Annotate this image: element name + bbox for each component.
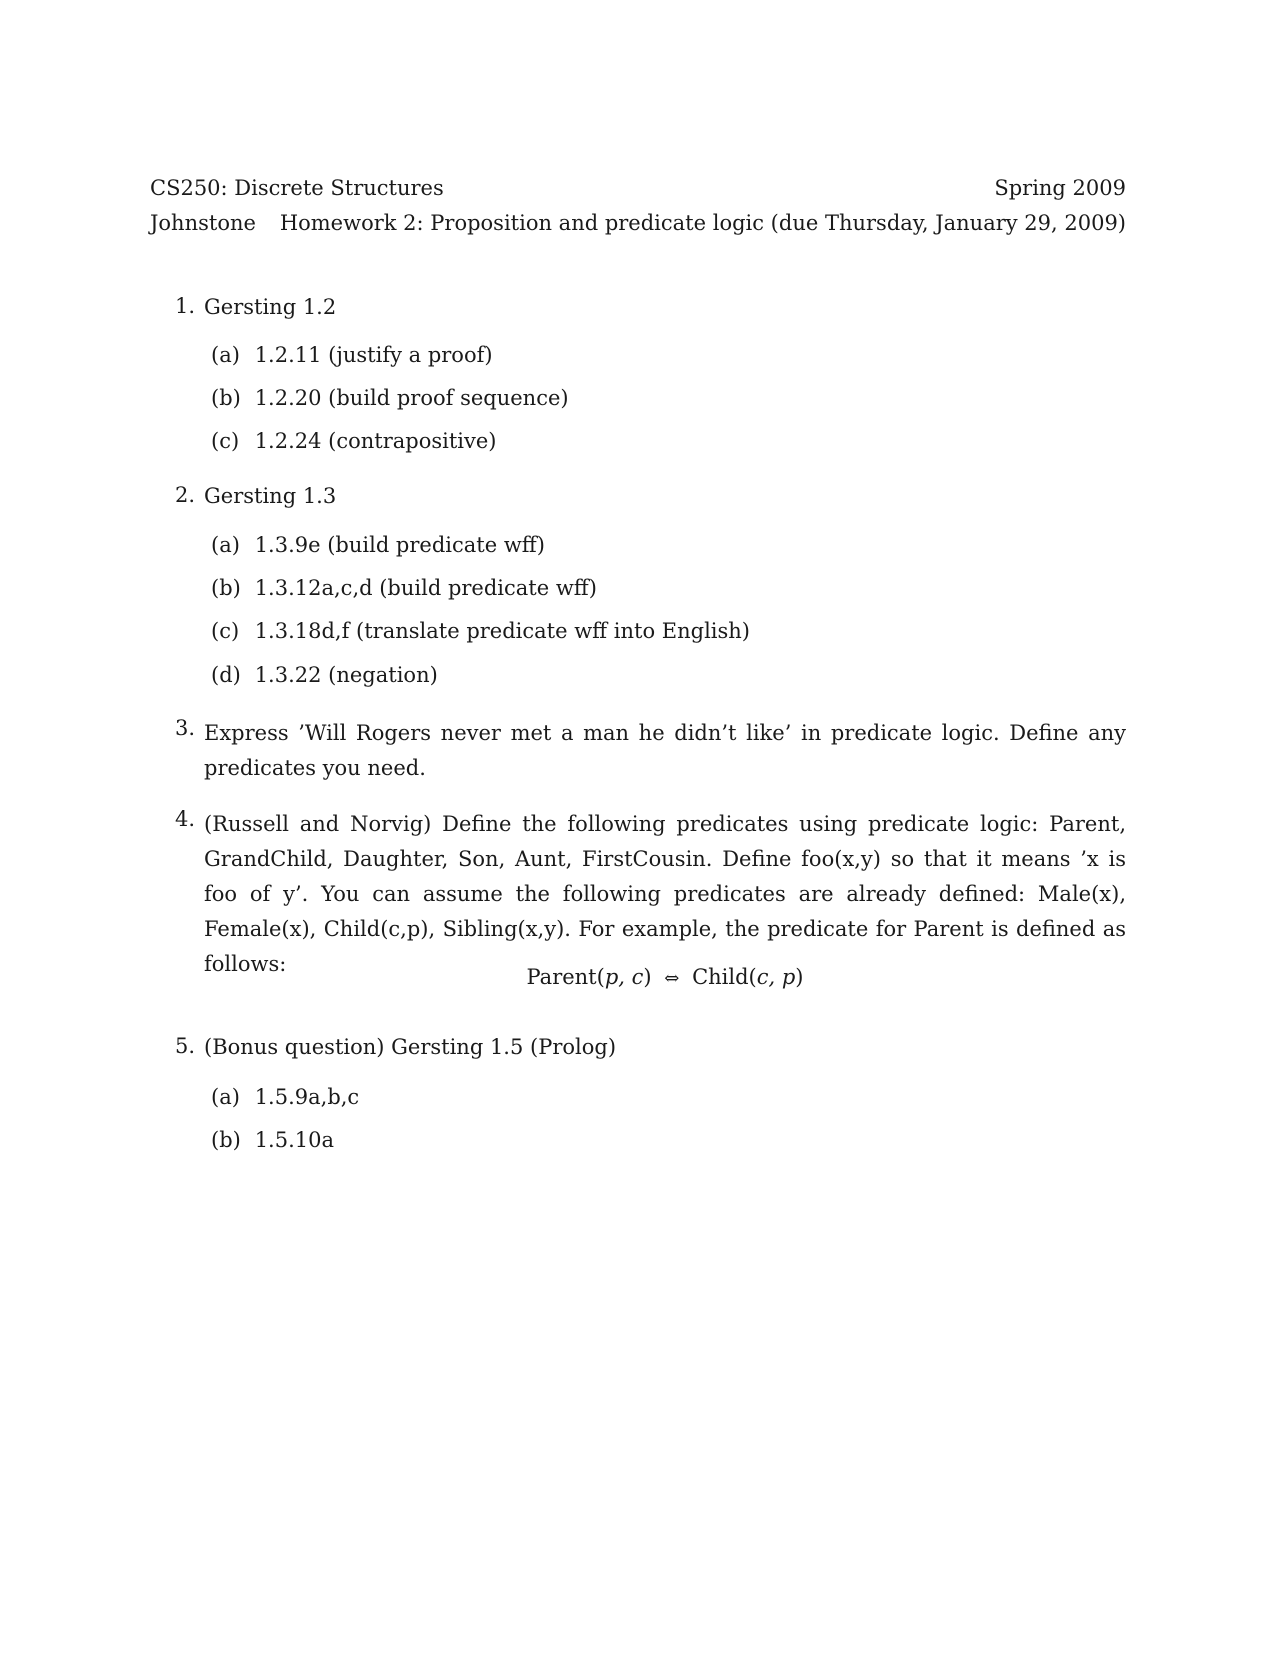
question-1 xyxy=(175,294,1126,320)
subquestion-text: 1.2.20 (build proof sequence) xyxy=(254,386,569,410)
subquestion-5b xyxy=(211,1128,334,1152)
formula-rhs-name: Child( xyxy=(692,965,757,989)
parent-formula xyxy=(0,965,1280,989)
question-text: (Russell and Norvig) Define the following predicates using predicate logic: Parent, GrandChild, Daughter, Son, Aunt, FirstCousin. Define foo(x,y) so that it means ’x is foo of y’. You can assume the following predicates are already defined: Male(x), Female(x), Child(c,p), Sibling(x,y). For example, the predicate for Parent is defined as follows: xyxy=(204,812,1126,976)
subquestion-2a xyxy=(211,533,545,557)
subquestion-label: (b) xyxy=(211,386,241,410)
subquestion-2d xyxy=(211,663,438,687)
subquestion-text: 1.5.9a,b,c xyxy=(254,1085,360,1109)
question-number: 3. xyxy=(175,716,196,740)
formula-rhs-close: ) xyxy=(795,965,804,989)
header-row-1 xyxy=(150,176,1126,200)
subquestion-2b xyxy=(211,576,597,600)
question-4 xyxy=(175,807,1126,982)
subquestion-label: (b) xyxy=(211,1128,241,1152)
question-number: 4. xyxy=(175,807,196,831)
question-2 xyxy=(175,483,1126,509)
subquestion-text: 1.2.24 (contrapositive) xyxy=(254,429,497,453)
term: Spring 2009 xyxy=(994,176,1126,200)
subquestion-label: (c) xyxy=(211,429,240,453)
header-row-2 xyxy=(150,211,1126,235)
subquestion-label: (a) xyxy=(211,1085,240,1109)
subquestion-5a xyxy=(211,1085,359,1109)
formula-lhs-close: ) xyxy=(643,965,652,989)
subquestion-text: 1.3.22 (negation) xyxy=(254,663,438,687)
question-text: (Bonus question) Gersting 1.5 (Prolog) xyxy=(204,1035,617,1059)
question-number: 1. xyxy=(175,294,196,318)
assignment-title: Homework 2: Proposition and predicate logic (due Thursday, January 29, 2009) xyxy=(279,211,1126,235)
subquestion-2c xyxy=(211,619,750,643)
question-number: 5. xyxy=(175,1034,196,1058)
question-text: Gersting 1.2 xyxy=(204,295,337,319)
subquestion-1c xyxy=(211,429,497,453)
question-number: 2. xyxy=(175,483,196,507)
question-text: Gersting 1.3 xyxy=(204,484,337,508)
subquestion-label: (a) xyxy=(211,343,240,367)
subquestion-1a xyxy=(211,343,493,367)
question-text: Express ’Will Rogers never met a man he didn’t like’ in predicate logic. Define any predicates you need. xyxy=(204,721,1126,780)
formula-rhs-args: c, p xyxy=(756,965,796,989)
subquestion-text: 1.3.9e (build predicate wff) xyxy=(254,533,545,557)
subquestion-label: (a) xyxy=(211,533,240,557)
subquestion-text: 1.3.18d,f (translate predicate wff into English) xyxy=(254,619,751,643)
subquestion-text: 1.2.11 (justify a proof) xyxy=(254,343,493,367)
course-name: CS250: Discrete Structures xyxy=(150,176,444,200)
instructor-name: Johnstone xyxy=(150,211,256,235)
subquestion-label: (b) xyxy=(211,576,241,600)
subquestion-1b xyxy=(211,386,569,410)
iff-arrow: ⇔ xyxy=(664,968,680,989)
subquestion-text: 1.3.12a,c,d (build predicate wff) xyxy=(254,576,597,600)
question-3 xyxy=(175,716,1126,786)
formula-lhs-name: Parent( xyxy=(526,965,605,989)
subquestion-label: (d) xyxy=(211,663,241,687)
subquestion-text: 1.5.10a xyxy=(254,1128,335,1152)
question-5 xyxy=(175,1034,1126,1060)
formula-lhs-args: p, c xyxy=(604,965,644,989)
subquestion-label: (c) xyxy=(211,619,240,643)
